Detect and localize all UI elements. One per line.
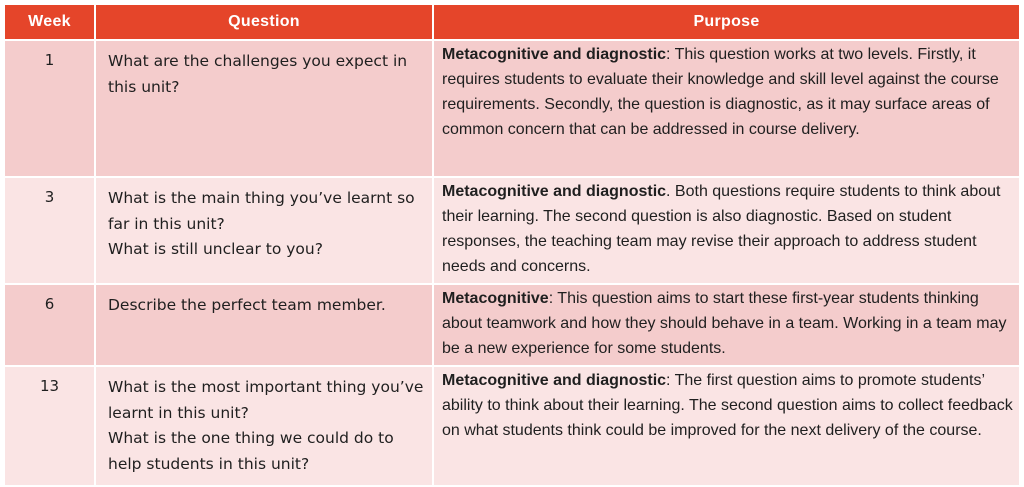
week-cell: 13 bbox=[5, 367, 94, 485]
purpose-category: Metacognitive bbox=[442, 290, 549, 307]
purpose-description: : This question aims to start these first-year students thinking about teamwork and how they should behave in a team. Working in a team may be a new experience for some students. bbox=[442, 290, 1007, 357]
purpose-cell bbox=[434, 285, 1019, 365]
table-row bbox=[5, 285, 1019, 365]
purpose-description: : This question works at two levels. Firstly, it requires students to evaluate their knowledge and skill level against the course requirements. Secondly, the question is diagnostic, as it may surface areas of common concern that can be addressed in course delivery. bbox=[442, 46, 999, 138]
weekly-questions-table bbox=[3, 3, 1021, 487]
question-text: What is the one thing we could do to help students in this unit? bbox=[108, 429, 394, 473]
table-body bbox=[5, 41, 1019, 485]
purpose-description: . Both questions require students to think about their learning. The second question is also diagnostic. Based on student responses, the teaching team may revise their approach to address student needs and concerns. bbox=[442, 183, 1001, 275]
purpose-category: Metacognitive and diagnostic bbox=[442, 183, 667, 200]
question-text: What is still unclear to you? bbox=[108, 240, 323, 258]
week-cell: 1 bbox=[5, 41, 94, 176]
week-cell: 6 bbox=[5, 285, 94, 365]
purpose-cell bbox=[434, 178, 1019, 283]
table-row bbox=[5, 41, 1019, 176]
header-purpose: Purpose bbox=[434, 5, 1019, 39]
question-text: What is the main thing you’ve learnt so far in this unit? bbox=[108, 189, 415, 233]
table-header bbox=[5, 5, 1019, 39]
question-cell bbox=[96, 41, 432, 176]
question-cell bbox=[96, 367, 432, 485]
header-row bbox=[5, 5, 1019, 39]
purpose-cell bbox=[434, 41, 1019, 176]
question-cell bbox=[96, 178, 432, 283]
question-cell bbox=[96, 285, 432, 365]
header-question: Question bbox=[96, 5, 432, 39]
week-cell: 3 bbox=[5, 178, 94, 283]
purpose-description: : The first question aims to promote students’ ability to think about their learning. The second question aims to collect feedback on what students think could be improved for the next delivery of the course. bbox=[442, 372, 1013, 439]
question-text: What are the challenges you expect in this unit? bbox=[108, 52, 408, 96]
question-text: What is the most important thing you’ve learnt in this unit? bbox=[108, 378, 424, 422]
table-row bbox=[5, 178, 1019, 283]
purpose-cell bbox=[434, 367, 1019, 485]
purpose-category: Metacognitive and diagnostic bbox=[442, 46, 667, 63]
purpose-category: Metacognitive and diagnostic bbox=[442, 372, 667, 389]
header-week: Week bbox=[5, 5, 94, 39]
question-text: Describe the perfect team member. bbox=[108, 296, 386, 314]
table-row bbox=[5, 367, 1019, 485]
